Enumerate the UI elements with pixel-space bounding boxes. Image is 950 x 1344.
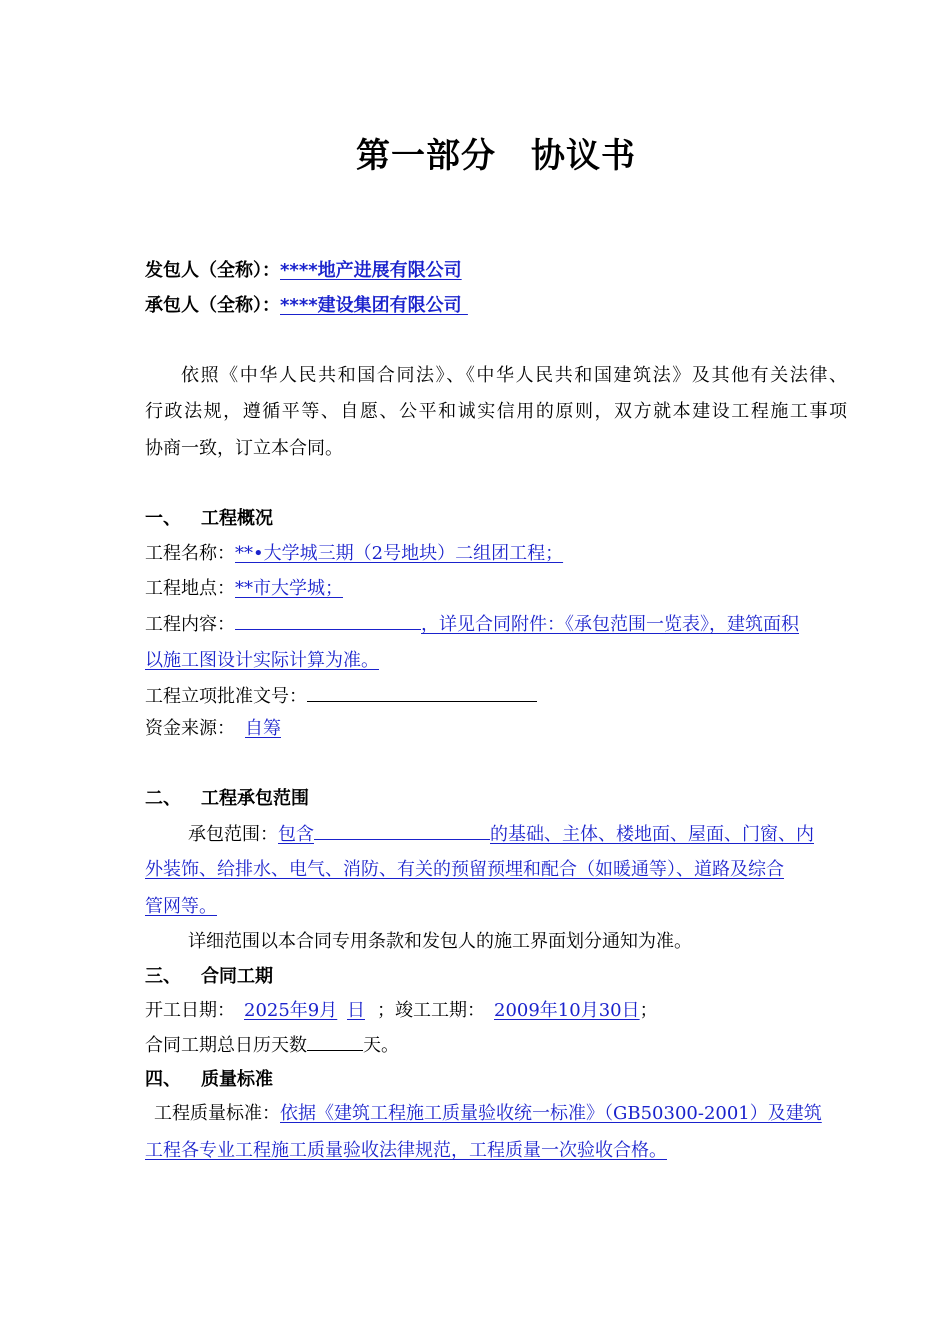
- project-name-line: [145, 541, 563, 567]
- scope-label: 承包范围：: [188, 824, 278, 845]
- scope-blank: [314, 821, 490, 840]
- total-days-line: [145, 1032, 399, 1059]
- section-4-number: 四、: [145, 1069, 181, 1090]
- scope-line-1-rest: 的基础、主体、楼地面、屋面、门窗、内: [490, 824, 814, 845]
- section-2-title: 工程承包范围: [201, 788, 309, 809]
- scope-line-3-text: 管网等。: [145, 896, 217, 917]
- approval-number-blank: [307, 683, 537, 702]
- section-4-title: 质量标准: [201, 1069, 273, 1090]
- project-content-label: 工程内容：: [145, 614, 235, 635]
- start-date-label: 开工日期：: [145, 1000, 235, 1021]
- section-3-number: 三、: [145, 966, 181, 987]
- section-3-heading: [145, 964, 273, 990]
- quality-value-2: 工程各专业工程施工质量验收法律规范，工程质量一次验收合格。: [145, 1140, 667, 1161]
- preamble-line-3: 协商一致，订立本合同。: [145, 438, 343, 459]
- end-date-label: 竣工工期：: [395, 1000, 485, 1021]
- project-content-value-2: 以施工图设计实际计算为准。: [145, 650, 379, 671]
- section-1-heading: [145, 506, 273, 532]
- section-1-title: 工程概况: [201, 508, 273, 529]
- quality-line-2: [145, 1138, 667, 1164]
- project-name-value: **•大学城三期（2号地块）二组团工程；: [235, 543, 564, 564]
- approval-number-line: [145, 683, 537, 710]
- project-location-line: [145, 576, 343, 602]
- scope-prefix: 包含: [278, 824, 314, 845]
- schedule-separator: ；: [377, 1000, 395, 1021]
- funding-value: 自筹: [245, 718, 281, 739]
- approval-number-label: 工程立项批准文号：: [145, 686, 307, 707]
- preamble-line-2: 行政法规，遵循平等、自愿、公平和诚实信用的原则，双方就本建设工程施工事项: [145, 401, 847, 422]
- project-name-label: 工程名称：: [145, 543, 235, 564]
- quality-line-1: [154, 1101, 822, 1127]
- scope-line-1: [188, 821, 814, 848]
- start-date-value: 2025年9月: [244, 1000, 338, 1021]
- start-date-day: 日: [347, 1000, 365, 1021]
- scope-line-2: [145, 857, 784, 883]
- end-date-separator: ；: [639, 1000, 658, 1021]
- funding-line: [145, 716, 349, 742]
- scope-line-2-text: 外装饰、给排水、电气、消防、有关的预留预埋和配合（如暖通等）、道路及综合: [145, 859, 784, 880]
- funding-label: 资金来源：: [145, 718, 235, 739]
- end-date-value: 2009年10月30日: [494, 1000, 640, 1021]
- project-content-line: [145, 611, 799, 638]
- quality-value-1: 依据《建筑工程施工质量验收统一标准》（GB50300-2001）及建筑: [280, 1103, 822, 1124]
- employer-label: 发包人（全称）：: [145, 260, 280, 281]
- total-days-blank: [307, 1032, 363, 1051]
- project-content-blank: [235, 611, 421, 630]
- schedule-line: [145, 998, 658, 1024]
- contractor-label: 承包人（全称）：: [145, 295, 280, 316]
- scope-line-3: [145, 894, 221, 920]
- section-2-number: 二、: [145, 788, 181, 809]
- contractor-line: [145, 293, 468, 319]
- employer-value: ****地产进展有限公司: [280, 260, 462, 281]
- employer-line: [145, 258, 462, 284]
- project-location-label: 工程地点：: [145, 578, 235, 599]
- total-days-unit: 天。: [363, 1035, 399, 1056]
- section-1-number: 一、: [145, 508, 181, 529]
- project-content-line-2: [145, 648, 379, 674]
- quality-label: 工程质量标准：: [154, 1103, 280, 1124]
- section-4-heading: [145, 1067, 273, 1093]
- total-days-label: 合同工期总日历天数: [145, 1035, 307, 1056]
- contractor-value: ****建设集团有限公司: [280, 295, 468, 316]
- preamble-line-1: 依照《中华人民共和国合同法》、《中华人民共和国建筑法》及其他有关法律、: [181, 365, 847, 386]
- scope-detail: 详细范围以本合同专用条款和发包人的施工界面划分通知为准。: [188, 931, 692, 952]
- project-content-value: ，详见合同附件：《承包范围一览表》，建筑面积: [421, 614, 799, 635]
- section-2-heading: [145, 786, 309, 812]
- section-3-title: 合同工期: [201, 966, 273, 987]
- page-title: 第一部分 协议书: [356, 136, 636, 176]
- project-location-value: **市大学城；: [235, 578, 343, 599]
